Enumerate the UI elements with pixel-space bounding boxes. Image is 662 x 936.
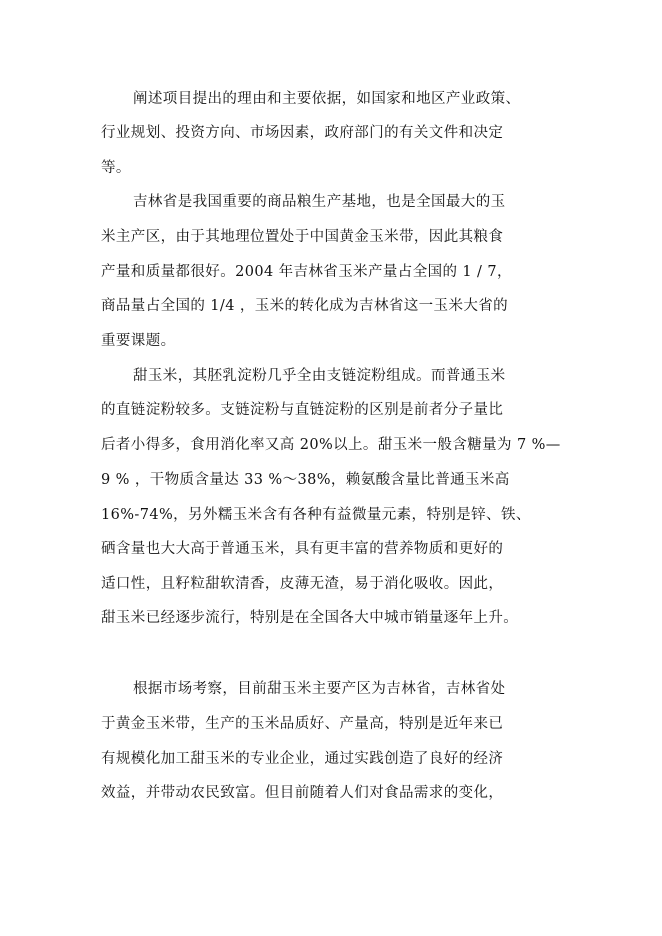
paragraph-4-line-2: 于黄金玉米带，生产的玉米品质好、产量高，特别是近年来已: [101, 716, 504, 732]
paragraph-3-line-1: 甜玉米，其胚乳淀粉几乎全由支链淀粉组成。而普通玉米: [133, 368, 506, 384]
paragraph-3-line-2: 的直链淀粉较多。支链淀粉与直链淀粉的区别是前者分子量比: [101, 402, 504, 418]
paragraph-2-line-3: 产量和质量都很好。2004 年吉林省玉米产量占全国的 1 / 7，: [101, 264, 512, 280]
paragraph-3-line-4: 9 % ，干物质含量达 33 %～38%，赖氨酸含量比普通玉米高: [101, 472, 510, 488]
paragraph-3-line-6: 硒含量也大大高于普通玉米，具有更丰富的营养物质和更好的: [101, 541, 504, 557]
paragraph-1-line-2: 行业规划、投资方向、市场因素，政府部门的有关文件和决定: [101, 125, 504, 141]
paragraph-3-line-8: 甜玉米已经逐步流行，特别是在全国各大中城市销量逐年上升。: [101, 610, 519, 626]
paragraph-1-line-1: 阐述项目提出的理由和主要依据，如国家和地区产业政策、: [133, 91, 521, 107]
paragraph-3-line-3: 后者小得多，食用消化率又高 20%以上。甜玉米一般含糖量为 7 %—: [101, 437, 561, 453]
paragraph-4-line-1: 根据市场考察，目前甜玉米主要产区为吉林省，吉林省处: [133, 681, 506, 697]
paragraph-2-line-2: 米主产区，由于其地理位置处于中国黄金玉米带，因此其粮食: [101, 229, 504, 245]
paragraph-2-line-5: 重要课题。: [101, 333, 176, 349]
paragraph-3-line-7: 适口性，且籽粒甜软清香，皮薄无渣，易于消化吸收。因此，: [101, 576, 504, 592]
paragraph-4-line-4: 效益，并带动农民致富。但目前随着人们对食品需求的变化，: [101, 785, 504, 801]
paragraph-4-line-3: 有规模化加工甜玉米的专业企业，通过实践创造了良好的经济: [101, 751, 504, 767]
paragraph-2-line-1: 吉林省是我国重要的商品粮生产基地，也是全国最大的玉: [133, 194, 506, 210]
paragraph-3-line-5: 16%-74%，另外糯玉米含有各种有益微量元素，特别是锌、铁、: [101, 507, 531, 523]
paragraph-1-line-3: 等。: [101, 160, 131, 176]
paragraph-2-line-4: 商品量占全国的 1/4 ，玉米的转化成为吉林省这一玉米大省的: [101, 298, 509, 314]
